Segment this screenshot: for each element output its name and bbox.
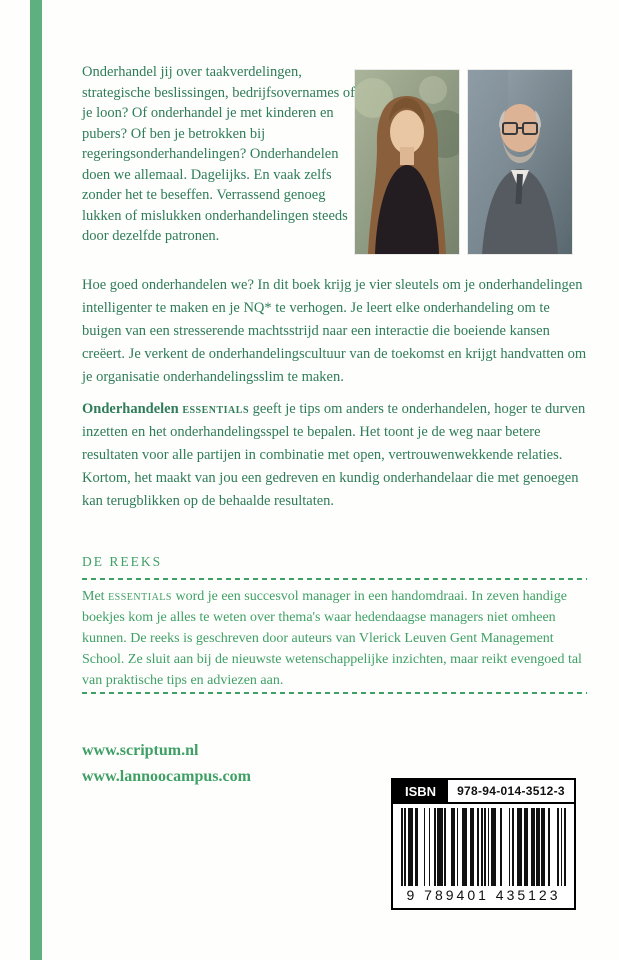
barcode-bars bbox=[401, 808, 566, 886]
dashed-divider-top bbox=[82, 578, 587, 580]
publisher-urls bbox=[82, 738, 251, 790]
url-scriptum: www.scriptum.nl bbox=[82, 742, 199, 759]
third-paragraph-lead: Onderhandelen bbox=[82, 401, 183, 417]
third-paragraph bbox=[82, 398, 587, 513]
barcode-digits: 9 789401 435123 bbox=[406, 887, 561, 903]
series-paragraph bbox=[82, 586, 587, 691]
series-paragraph-rest: word je een succesvol manager in een handomdraai. In zeven handige boekjes kom je alles te weten over thema's waar hedendaagse managers niet omheen kunnen. De reeks is geschreven door auteurs van Vlerick Leuven Gent Management School. Ze sluit aan bij de nieuwste wetenschappelijke inzichten, maar reikt evengoed tal van praktische tips en adviezen aan. bbox=[82, 589, 582, 688]
isbn-block bbox=[391, 778, 576, 910]
dashed-divider-bottom bbox=[82, 692, 587, 694]
author-photo-man bbox=[468, 70, 572, 254]
third-paragraph-rest: geeft je tips om anders te onderhandelen, hoger te durven inzetten en het onderhandelingsspel te bepalen. Het toont je de weg naar betere resultaten voor alle partijen in combinatie met open, vertrouwenwekkende relaties. Kortom, het maakt van jou een gedreven en kundig onderhandelaar die met genoegen kan terugblikken op de behaalde resultaten. bbox=[82, 401, 586, 509]
isbn-label: ISBN bbox=[393, 780, 448, 802]
series-paragraph-lead: Met bbox=[82, 589, 109, 604]
series-paragraph-essentials: essentials bbox=[108, 589, 172, 604]
series-heading: DE REEKS bbox=[82, 554, 163, 569]
second-paragraph: Hoe goed onderhandelen we? In dit boek krijg je vier sleutels om je onderhandelingen intelligenter te maken en je NQ* te verhogen. Je leert elke onderhandeling om te buigen van een stresserende machtsstrijd naar een interactie die boeiende kansen creëert. Je verkent de onderhandelingscultuur van de toekomst en krijgt handvatten om je organisatie onderhandelingsslim te maken. bbox=[82, 277, 587, 385]
author-photo-woman bbox=[355, 70, 459, 254]
spine-color-strip bbox=[30, 0, 42, 960]
barcode bbox=[393, 804, 574, 908]
author-photos bbox=[355, 70, 572, 254]
isbn-row bbox=[393, 780, 574, 804]
url-lannoocampus: www.lannoocampus.com bbox=[82, 768, 251, 785]
intro-paragraph: Onderhandel jij over taakverdelingen, strategische beslissingen, bedrijfsovernames of je loon? Of onderhandel je met kinderen en pubers? Of ben je betrokken bij regeringsonderhandelingen? Onderhandelen doen we allemaal. Dagelijks. En vaak zelfs zonder het te beseffen. Verrassend genoeg lukken of mislukken onderhandelingen steeds door dezelfde patronen. bbox=[82, 64, 356, 244]
isbn-number: 978-94-014-3512-3 bbox=[448, 780, 574, 802]
third-paragraph-essentials: essentials bbox=[182, 401, 250, 417]
